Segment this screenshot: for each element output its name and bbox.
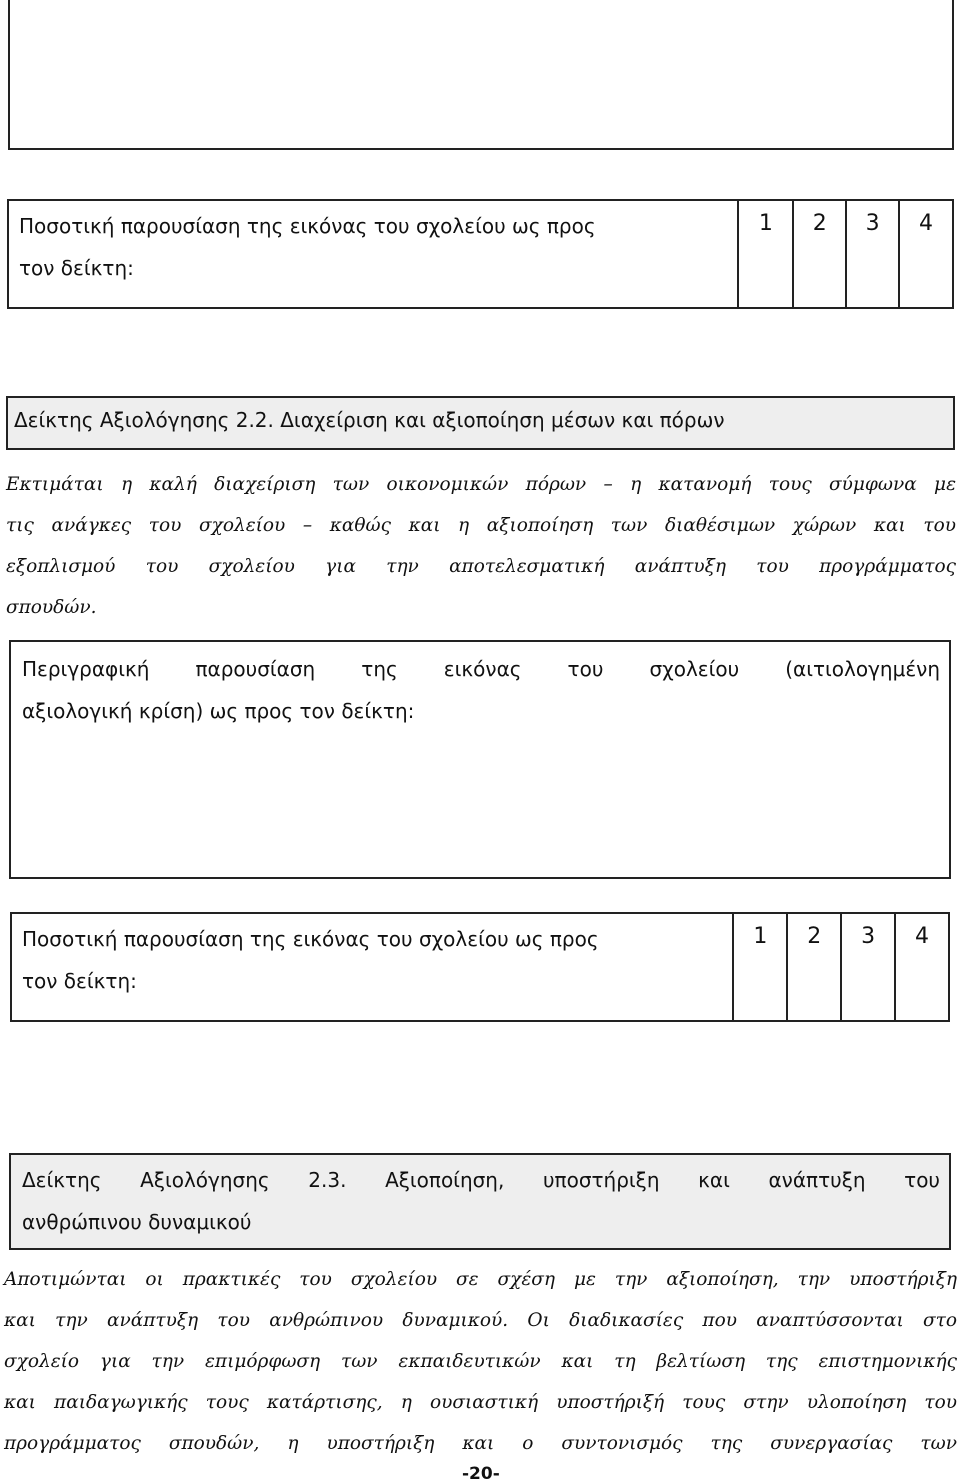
- description-line: και την ανάπτυξη του ανθρώπινου δυναμικού. Οι διαδικασίες που αναπτύσσονται στο: [4, 1310, 957, 1331]
- quantitative-label-cell: [11, 913, 733, 1021]
- descriptive-label-line1: Περιγραφική παρουσίαση της εικόνας του σχολείου (αιτιολογημένη: [22, 657, 940, 681]
- score-label-2: 2: [812, 211, 827, 236]
- quantitative-label-line2: τον δείκτη:: [19, 256, 134, 280]
- description-line: σπουδών.: [6, 597, 97, 618]
- score-cell-1[interactable]: [733, 913, 787, 1021]
- description-line: Αποτιμώνται οι πρακτικές του σχολείου σε σχέση με την αξιοποίηση, την υποστήριξη: [4, 1269, 957, 1290]
- indicator-heading-2-2: [6, 396, 955, 450]
- score-label-3: 3: [861, 924, 876, 949]
- indicator-description-2-2: [6, 464, 956, 628]
- score-cell-3[interactable]: [846, 200, 899, 308]
- page-number: -20-: [462, 1464, 500, 1484]
- description-line: εξοπλισμού του σχολείου για την αποτελεσματική ανάπτυξη του προγράμματος: [6, 556, 956, 577]
- quantitative-label-cell: [8, 200, 738, 308]
- indicator-heading-line2: ανθρώπινου δυναμικού: [22, 1210, 252, 1234]
- score-label-4: 4: [919, 211, 934, 236]
- score-cell-2[interactable]: [793, 200, 846, 308]
- indicator-heading-text: Δείκτης Αξιολόγησης 2.2. Διαχείριση και αξιοποίηση μέσων και πόρων: [14, 408, 725, 432]
- score-cell-1[interactable]: [738, 200, 793, 308]
- indicator-heading-2-3: [9, 1153, 951, 1250]
- score-label-2: 2: [807, 924, 822, 949]
- score-cell-3[interactable]: [841, 913, 895, 1021]
- descriptive-label-line2: αξιολογική κρίση) ως προς τον δείκτη:: [22, 699, 415, 723]
- quantitative-label-line2: τον δείκτη:: [22, 969, 137, 993]
- quantitative-score-table-1: [7, 199, 954, 309]
- score-cell-4[interactable]: [899, 200, 953, 308]
- quantitative-label-line1: Ποσοτική παρουσίαση της εικόνας του σχολείου ως προς: [22, 927, 599, 951]
- descriptive-answer-box[interactable]: [9, 640, 951, 879]
- description-line: Εκτιμάται η καλή διαχείριση των οικονομικών πόρων – η κατανομή τους σύμφωνα με: [6, 474, 956, 495]
- previous-answer-box[interactable]: [8, 0, 954, 150]
- quantitative-label-line1: Ποσοτική παρουσίαση της εικόνας του σχολείου ως προς: [19, 214, 596, 238]
- indicator-description-2-3: [4, 1259, 957, 1464]
- score-label-4: 4: [915, 924, 930, 949]
- quantitative-score-table-2: [10, 912, 950, 1022]
- description-line: προγράμματος σπουδών, η υποστήριξη και ο συντονισμός της συνεργασίας των: [4, 1433, 957, 1454]
- score-cell-4[interactable]: [895, 913, 949, 1021]
- description-line: και παιδαγωγικής τους κατάρτισης, η ουσιαστική υποστήριξή τους στην υλοποίηση του: [4, 1392, 957, 1413]
- description-line: σχολείο για την επιμόρφωση των εκπαιδευτικών και τη βελτίωση της επιστημονικής: [4, 1351, 957, 1372]
- score-label-1: 1: [753, 924, 768, 949]
- score-label-1: 1: [758, 211, 773, 236]
- score-label-3: 3: [865, 211, 880, 236]
- indicator-heading-line1: Δείκτης Αξιολόγησης 2.3. Αξιοποίηση, υποστήριξη και ανάπτυξη του: [22, 1168, 940, 1192]
- score-cell-2[interactable]: [787, 913, 841, 1021]
- description-line: τις ανάγκες του σχολείου – καθώς και η αξιοποίηση των διαθέσιμων χώρων και του: [6, 515, 956, 536]
